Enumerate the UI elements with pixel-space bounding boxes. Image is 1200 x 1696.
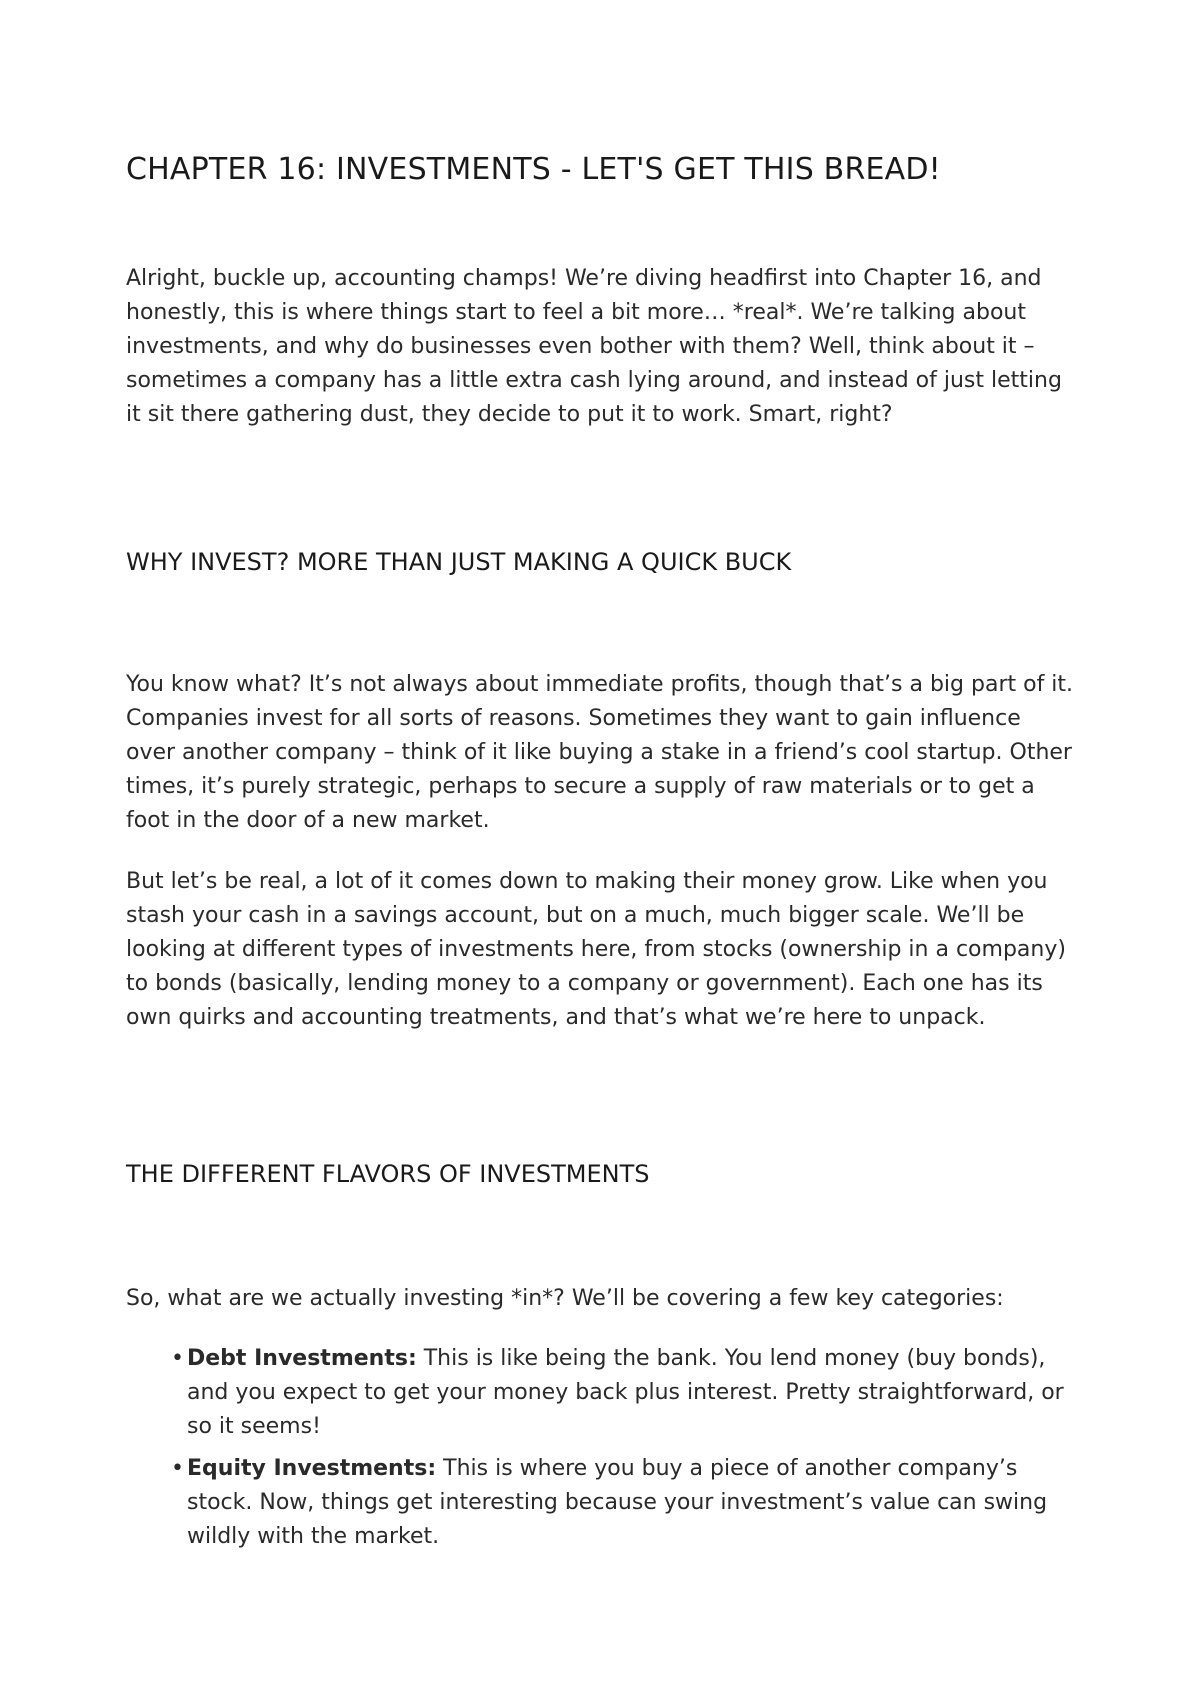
chapter-title: CHAPTER 16: INVESTMENTS - LET'S GET THIS BREAD! — [126, 152, 941, 187]
why-invest-paragraph-2: But let’s be real, a lot of it comes down to making their money grow. Like when you stash your cash in a savings account, but on a much, much bigger scale. We’ll be looking at different types of investments here, from stocks (ownership in a company) to bonds (basically, lending money to a company or government). Each one has its own quirks and accounting treatments, and that’s what we’re here to unpack. — [126, 869, 1066, 1030]
bullet-text: This is where you buy a piece of another company’s stock. Now, things get interesting because your investment’s value can swing wildly with the market. — [187, 1456, 1048, 1549]
investment-types-list — [171, 1342, 1076, 1562]
bullet-term: Debt Investments: — [187, 1346, 417, 1371]
list-item-equity-investments — [171, 1452, 1076, 1554]
intro-paragraph: Alright, buckle up, accounting champs! We’re diving headfirst into Chapter 16, and honestly, this is where things start to feel a bit more… *real*. We’re talking about investments, and why do businesses even bother with them? Well, think about it – sometimes a company has a little extra cash lying around, and instead of just letting it sit there gathering dust, they decide to put it to work. Smart, right? — [126, 266, 1062, 427]
section-heading-flavors: THE DIFFERENT FLAVORS OF INVESTMENTS — [126, 1160, 650, 1188]
bullet-icon: • — [171, 1456, 184, 1481]
bullet-icon: • — [171, 1346, 184, 1371]
flavors-paragraph: So, what are we actually investing *in*? We’ll be covering a few key categories: — [126, 1286, 1004, 1311]
bullet-text: This is like being the bank. You lend money (buy bonds), and you expect to get your money back plus interest. Pretty straightforward, or so it seems! — [187, 1346, 1064, 1439]
list-item-debt-investments — [171, 1342, 1076, 1444]
why-invest-paragraph-1: You know what? It’s not always about immediate profits, though that’s a big part of it. Companies invest for all sorts of reasons. Sometimes they want to gain influence over another company – think of it like buying a stake in a friend’s cool startup. Other times, it’s purely strategic, perhaps to secure a supply of raw materials or to get a foot in the door of a new market. — [126, 672, 1074, 833]
bullet-term: Equity Investments: — [187, 1456, 437, 1481]
section-heading-why-invest: WHY INVEST? MORE THAN JUST MAKING A QUICK BUCK — [126, 548, 792, 576]
